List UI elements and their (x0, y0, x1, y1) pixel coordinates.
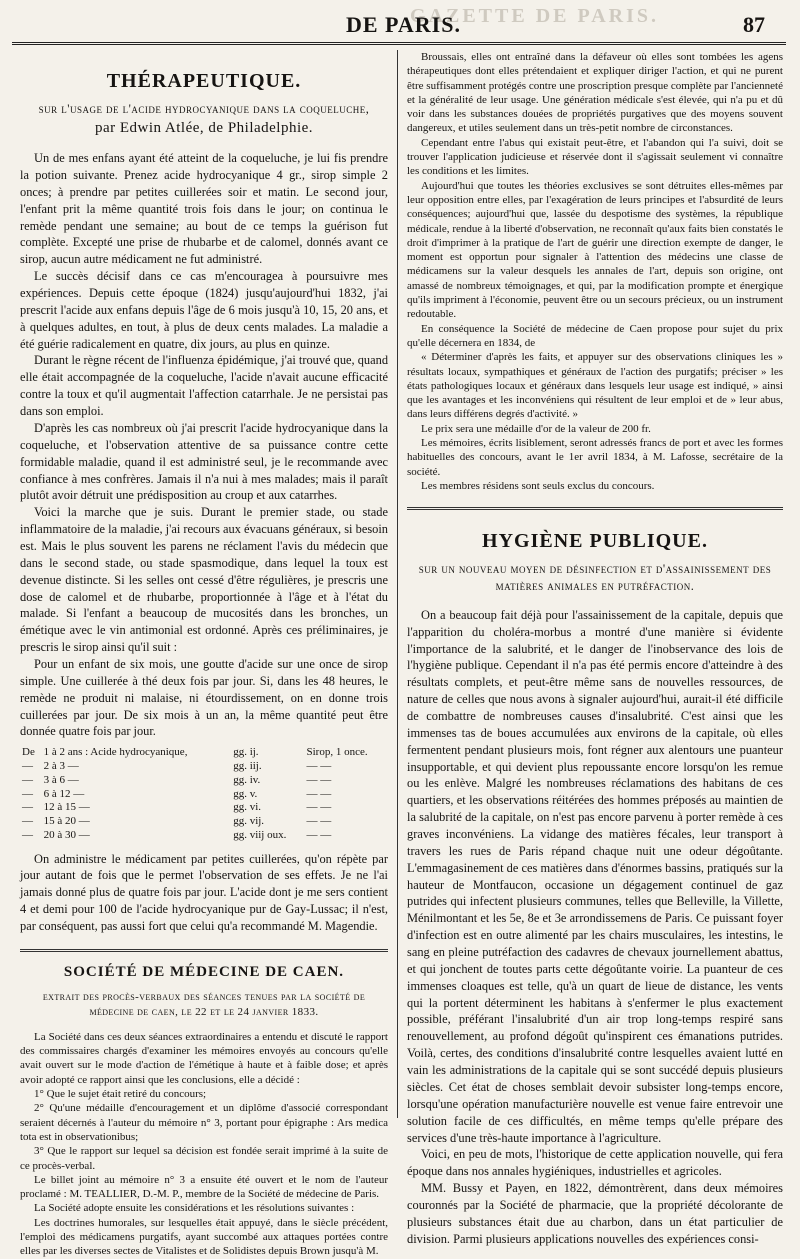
table-row (20, 829, 388, 843)
paragraph: Les mémoires, écrits lisiblement, seront adressés francs de port et avec les formes habituelles des concours, avant le 1er avril 1834, à M. Lafosse, secrétaire de la société. (407, 437, 783, 478)
paragraph: Le billet joint au mémoire n° 3 a ensuite été ouvert et le nom de l'auteur proclamé : M. TEALLIER, D.-M. P., membre de la Société de médecine de Paris. (20, 1173, 388, 1201)
paragraph: Aujourd'hui que toutes les théories exclusives se sont détruites elles-mêmes par leur opposition entre elles, par l'exagération de leurs principes et l'absurdité de leurs conséquences; aujourd'hui que, lassée du despotisme des systèmes, la république médicale, rendue à la liberté d'observation, ne reconnaît qu'aux faits bien constatés le droit d'imprimer à la pratique de l'art de guérir une direction exempte de danger, le moment est opportun pour signaler à l'attention des médecins une classe de médicamens sur la valeur desquels les annales de l'art, depuis son origine, ont amassé de nombreux témoignages, et qui, par la modification prompte et énergique qu'ils impriment à l'économie, peuvent être ou un secours précieux, ou un instrument redoutable. (407, 179, 783, 321)
table-cell: — — (306, 828, 332, 841)
paragraph: Un de mes enfans ayant été atteint de la coqueluche, je lui fis prendre la potion suivante. Prenez acide hydrocyanique 4 gr., sirop simple 2 onces; à prendre par petites cuillerées soir et matin. Le second jour, l'enfant prit la même quantité trois fois dans le jour; on continua le remède pendant une semaine; au bout de ce temps la guérison fut complète. Excepté une prise de rhubarbe et de calomel, donnés avant ce sirop, aucun autre médicament ne fut administré. (20, 151, 388, 267)
table-cell: gg. iij. (233, 760, 262, 772)
paragraph: 2° Qu'une médaille d'encouragement et un diplôme d'associé correspondant seraient décernés à l'auteur du mémoire n° 3, portant pour épigraphe : Ars medica tota est in observationibus; (20, 1102, 388, 1143)
paragraph: Pour un enfant de six mois, une goutte d'acide sur une once de sirop simple. Une cuillerée à thé deux fois par jour. Si, dans les 48 heures, le remède ne produit ni malaise, ni étourdissement, on en donne trois cuillerées par jour. De six mois à un an, la même quantité peut être donnée quatre fois par jour. (20, 656, 388, 739)
table-row (20, 774, 388, 788)
table-cell: — (22, 828, 33, 841)
paragraph: La Société adopte ensuite les considérations et les résolutions suivantes : (34, 1202, 355, 1215)
paragraph: Les doctrines humorales, sur lesquelles était appuyé, dans le siècle précédent, l'emploi des médicamens purgatifs, ayant succombé aux attaques portées contre elles par les diverses sectes de Vitalistes et de Solidistes depuis Brown jusqu'à M. (20, 1216, 388, 1258)
table-row (20, 801, 388, 815)
hygiene-title: HYGIÈNE PUBLIQUE. (482, 530, 708, 553)
table-cell: Sirop, 1 once. (306, 746, 368, 759)
table-cell: 15 à 20 — (43, 815, 90, 827)
therapeutique-title: THÉRAPEUTIQUE. (106, 70, 302, 92)
table-cell: — — (306, 815, 332, 827)
table-cell: gg. ij. (233, 746, 259, 759)
table-cell: 12 à 15 — (43, 801, 90, 814)
paragraph: 1° Que le sujet était retiré du concours; (34, 1088, 207, 1101)
table-cell: — — (306, 801, 332, 814)
column-divider (397, 50, 398, 1118)
section-divider (20, 949, 388, 952)
right-column (407, 50, 783, 1248)
table-cell: — — (306, 773, 332, 786)
section-divider (407, 507, 783, 510)
page-number: 87 (743, 12, 765, 37)
table-cell: gg. iv. (233, 773, 261, 786)
societe-article (20, 962, 388, 1259)
paragraph: En conséquence la Société de médecine de Caen propose pour sujet du prix qu'elle décernera en 1834, de (407, 322, 783, 349)
table-cell: 2 à 3 — (43, 760, 79, 772)
header-rule (12, 42, 786, 45)
table-cell: — (22, 815, 33, 827)
table-cell: — (22, 787, 33, 800)
therapeutique-author: par Edwin Atlée, de Philadelphie. (94, 119, 314, 136)
table-cell: — (22, 773, 33, 786)
table-cell: gg. viij oux. (233, 828, 287, 841)
paragraph: La Société dans ces deux séances extraordinaires a entendu et discuté le rapport des commissaires chargés d'examiner les mémoires envoyés au concours qu'elle avait ouvert sur le mode d'action de l'émétique à haute et à faible dose; et après avoir adopté ce rapport ainsi que les conclusions, elle a décidé : (20, 1030, 388, 1086)
paragraph: Le prix sera une médaille d'or de la valeur de 200 fr. (421, 422, 651, 435)
table-cell: 3 à 6 — (43, 773, 79, 786)
paragraph: Voici la marche que je suis. Durant le premier stade, ou stade inflammatoire de la maladie, j'ai recours aux évacuans généraux, si besoin est. Mais le plus souvent les parens ne réclament l'avis du médecin que dans le second stade, ou stade spasmodique, dans lequel la toux est devenue distincte. Si les selles ont cessé d'être régulières, je prescris une dose de calomel et de rhubarbe, proportionnée à l'âge et à l'état du malade. Si l'enfant a beaucoup de mucosités dans les bronches, un émétique avec le vin antimonial est ordonné. Après ces préliminaires, je prescris le sirop ainsi qu'il suit : (20, 505, 388, 655)
prize-question: « Déterminer d'après les faits, et appuyer sur des observations cliniques les » résultats locaux, sympathiques et généraux de l'action des purgatifs; préciser » les états pathologiques locaux et généraux dans lesquels leur usage est indiqué, » ainsi que les avantages et les inconvéniens qui résultent de leur emploi et de » leur abus, dans leurs différens degrés d'activité. » (407, 351, 783, 421)
table-cell: 6 à 12 — (43, 787, 85, 800)
masthead-title: DE PARIS. (346, 12, 461, 37)
table-row (20, 788, 388, 802)
bleed-through-text: GAZETTE DE PARIS. (410, 5, 660, 27)
table-cell: 20 à 30 — (43, 828, 90, 841)
therapeutique-subtitle (30, 101, 378, 138)
table-row (20, 815, 388, 829)
therapeutique-subtitle-text: sur l'usage de l'acide hydrocyanique dans la coqueluche, (38, 102, 370, 117)
paragraph: Le succès décisif dans ce cas m'encouragea à poursuivre mes expériences. Depuis cette époque (1824) jusqu'aujourd'hui 1832, j'ai prescrit l'acide aux enfans depuis l'âge de 6 mois jusqu'à 10, 15, 20 ans, et à quelques adultes, en tout, à plus de deux cents malades. La maladie a été guérie radicalement en quatre, dix jours, au plus en quinze. (20, 269, 388, 351)
societe-extract-heading: extrait des procès-verbaux des séances tenues par la société de médecine de caen, le 22 et le 24 janvier 1833. (42, 991, 366, 1019)
paragraph: Durant le règne récent de l'influenza épidémique, j'ai trouvé que, quand elle était accompagnée de la coqueluche, l'acide n'avait aucune efficacité contre la toux et qu'il augmentait l'affection catarrhale. Je ne persistai pas dans son emploi. (20, 353, 389, 419)
table-cell: 1 à 2 ans : Acide hydrocyanique, (43, 746, 188, 759)
paragraph: Voici, en peu de mots, l'historique de cette application nouvelle, qui fera époque dans nos annales hygiéniques, industrielles et agricoles. (407, 1147, 783, 1179)
dose-table (20, 746, 388, 842)
table-cell: — — (306, 760, 332, 772)
table-cell: gg. vi. (233, 801, 261, 814)
paragraph: MM. Bussy et Payen, en 1822, démontrèrent, dans deux mémoires couronnés par la Société de pharmacie, que la propriété décolorante de plusieurs substances était due au charbon, dans un état particulier de division. Parmi plusieurs applications nouvelles des expériences consi- (407, 1181, 783, 1246)
table-row (20, 746, 388, 760)
table-cell: — — (306, 787, 332, 800)
paragraph: Cependant entre l'abus qui existait peut-être, et l'abandon qui l'a suivi, doit se trouver l'application judicieuse et réservée dont il s'agissait seulement vi connaître les conditions et les limites. (407, 136, 783, 178)
paragraph: Broussais, elles ont entraîné dans la défaveur où elles sont tombées les agens thérapeutiques dont elles prétendaient et expliquer diriger l'action, et qui ne purent être suffisamment protégés contre une proscription presque complète par l'ancienneté et la généralité de leur usage. Une génération médicale s'est élevée, qui n'a pu et dû voir dans les substances douées de propriétés purgatives que des moyens souvent dangereux, et utiles seulement dans un très-petit nombre de circonstances. (407, 51, 783, 135)
table-cell: gg. v. (233, 787, 258, 800)
page-header (0, 0, 800, 44)
table-row (20, 760, 388, 774)
hygiene-subtitle: sur un nouveau moyen de désinfection et d'assainissement des matières animales en putréfaction. (418, 562, 772, 594)
table-cell: — (22, 760, 33, 772)
therapeutique-article (20, 68, 388, 935)
paragraph: On a beaucoup fait déjà pour l'assainissement de la capitale, depuis que l'apparition du choléra-morbus a montré d'une manière si évidente l'importance de la salubrité, et le danger de l'inobservance des lois de l'hygiène publique. Cependant il n'a pas été permis encore d'atteindre à des résultats complets, et peut-être même sans de nouvelles ressources, de nature de celles que nous avons à signaler aujourd'hui, aurait-il été difficile de combattre de nombreuses causes d'insalubrité. C'est ainsi que les immenses tas de boues accumulées aux environs de la capitale, où elles fermentent pendant plusieurs mois, font régner aux alentours une puanteur insupportable, et qui devient plus repoussante encore lorsqu'on les remue ou les enlève. Malgré les nombreuses réclamations des habitans de ces quartiers, et les observations réitérées des hommes préposés au maintien de la salubrité de la capitale, on n'est pas encore parvenu à porter remède à ces graves inconvéniens. La vidange des matières fécales, leur transport à travers les rues de Paris répand chaque nuit une odeur dégoûtante. L'emmagasinement de ces matières dans d'énormes bassins, pratiqués sur la hauteur de Montfaucon, occasione un dégagement continuel de gaz putrides qui infectent plusieurs communes, telles que Belleville, la Villette, Ménilmontant et les 5e, 8e et 3e arrondissemens de Paris. Ce puissant foyer d'infection est en outre alimenté par les chairs musculaires, les intestins, le sang en pleine putréfaction des cadavres de chevaux journellement abattus, et qui jonchent de toutes parts cette dégoûtante voirie. La puanteur de ces immenses cloaques est telle, qu'à un quart de lieue de distance, les vents qui la portent déterminent les habitans à s'enfermer le plus exactement possible, préférant l'insalubrité d'un air trop long-temps respiré sans renouvellement, au profond dégoût qu'inspirent ces émanations putrides. Voilà, certes, des conditions d'insalubrité contre lesquelles avaient lutté en vain les administrations de la capitale qui se sont succédé depuis plusieurs siècles. Cet état de choses semblait devoir subsister long-temps encore, lorsqu'une opération manufacturière nouvelle est venue faire entrevoir une solution facile de ces difficultés, en même temps qu'elle prépare des services d'une très-haute importance à l'agriculture. (407, 607, 783, 1145)
hygiene-article (407, 528, 783, 1247)
table-cell: gg. vij. (233, 815, 265, 827)
left-column (20, 50, 388, 1259)
paragraph: 3° Que le rapport sur lequel sa décision est fondée serait imprimé à la suite de ce procès-verbal. (20, 1145, 388, 1172)
paragraph: On administre le médicament par petites cuillerées, qu'on répète par jour autant de fois que le permet l'observation de ses effets. Je ne l'ai jamais donné plus de quatre fois par jour. L'acide dont je me sers contient 4 et demi pour 100 de l'acide hydrocyanique pur de Gay-Lussac; il n'est, par conséquent, pas aussi fort que celui qu'a recommandé M. Magendie. (20, 851, 388, 933)
table-cell: De (22, 746, 35, 759)
paragraph: D'après les cas nombreux où j'ai prescrit l'acide hydrocyanique dans la coqueluche, et l'observation attentive de sa puissance contre cette formidable maladie, quand il est administré seul, je le recommande avec confiance à mes confrères. Jamais il n'a nui à mes malades; mais il paraît plutôt avoir détruit une prédisposition au croup et aux catarrhes. (20, 420, 388, 503)
societe-title: SOCIÉTÉ DE MÉDECINE DE CAEN. (63, 963, 345, 980)
societe-continuation (407, 50, 783, 493)
table-cell: — (22, 801, 33, 814)
paragraph: Les membres résidens sont seuls exclus du concours. (421, 479, 655, 492)
